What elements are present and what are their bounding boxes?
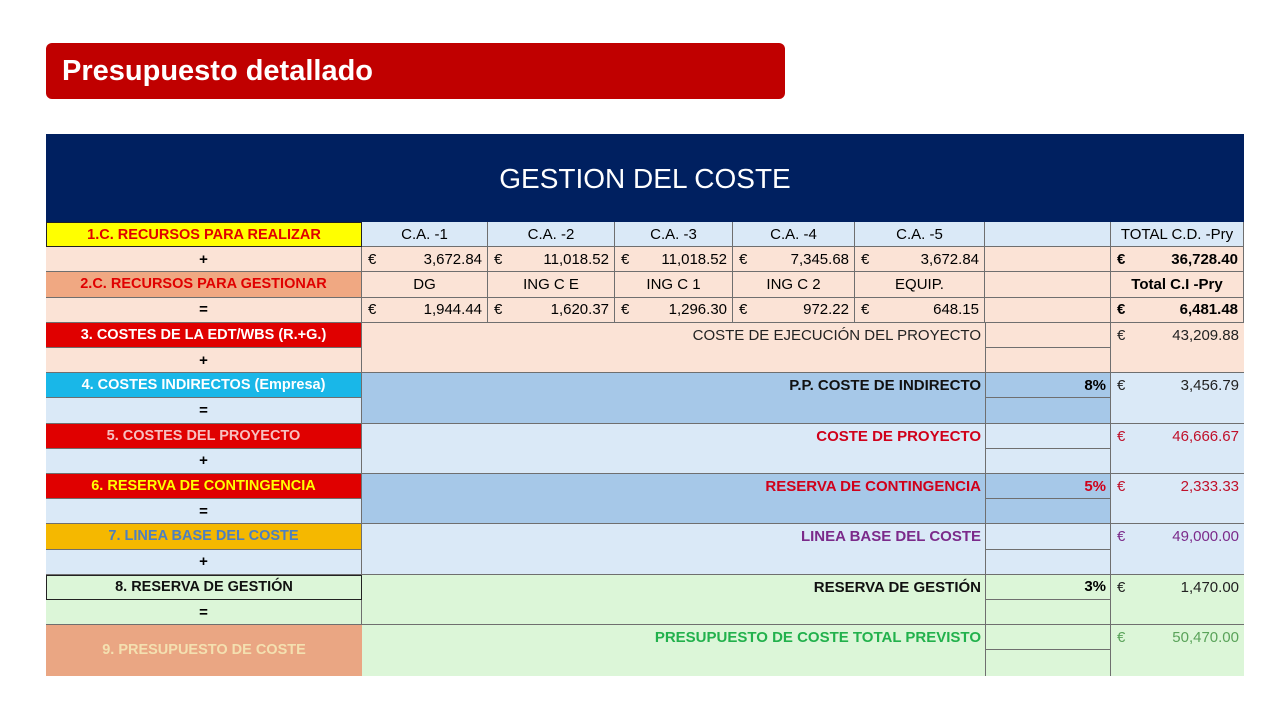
empty-cell xyxy=(985,449,1111,474)
step-label-contingency-reserve: 6. RESERVA DE CONTINGENCIA xyxy=(46,474,362,499)
cost-cell xyxy=(733,247,855,272)
cost-cell xyxy=(488,247,615,272)
cost-value: 3,672.84 xyxy=(920,250,979,268)
empty-cell xyxy=(1111,499,1244,524)
step-label-cost-budget: 9. PRESUPUESTO DE COSTE xyxy=(46,625,362,675)
step-label-wbs-costs: 3. COSTES DE LA EDT/WBS (R.+G.) xyxy=(46,323,362,348)
plus-sign: + xyxy=(46,348,362,373)
cost-value: 1,944.44 xyxy=(423,301,482,319)
step-description: COSTE DE PROYECTO xyxy=(816,427,981,445)
step-label-project-costs: 5. COSTES DEL PROYECTO xyxy=(46,424,362,449)
currency-symbol: € xyxy=(1117,250,1126,268)
step-band-cost-budget xyxy=(362,625,985,675)
step-value-cell xyxy=(1111,474,1244,499)
step-value-cell xyxy=(1111,625,1244,650)
step-band-contingency-reserve xyxy=(362,474,985,524)
equals-sign: = xyxy=(46,600,362,625)
step-percent xyxy=(985,625,1111,650)
currency-symbol: € xyxy=(494,250,503,268)
empty-cell xyxy=(985,499,1111,524)
step-description: COSTE DE EJECUCIÓN DEL PROYECTO xyxy=(692,326,981,344)
currency-symbol: € xyxy=(621,250,630,268)
step-percent xyxy=(985,524,1111,549)
step-description: RESERVA DE GESTIÓN xyxy=(813,578,981,596)
cost-value: 7,345.68 xyxy=(790,250,849,268)
total-direct-cost-cell xyxy=(1111,247,1244,272)
cost-cell xyxy=(855,247,985,272)
step-band-indirect-costs xyxy=(362,373,985,423)
cost-value: 1,296.30 xyxy=(668,301,727,319)
currency-symbol: € xyxy=(861,250,870,268)
step-band-management-reserve xyxy=(362,575,985,625)
cost-value: 3,672.84 xyxy=(423,250,482,268)
step-band-project-costs xyxy=(362,424,985,474)
cost-cell xyxy=(615,247,733,272)
row-label-resources-to-manage: 2.C. RECURSOS PARA GESTIONAR xyxy=(46,272,362,297)
step-percent: 8% xyxy=(985,373,1111,398)
empty-cell xyxy=(1111,449,1244,474)
step-value: 1,470.00 xyxy=(1180,578,1239,596)
total-direct-cost-label: TOTAL C.D. -Pry xyxy=(1111,222,1244,247)
currency-symbol: € xyxy=(368,301,377,319)
empty-cell xyxy=(985,550,1111,575)
column-header: C.A. -1 xyxy=(362,222,488,247)
total-indirect-cost-label: Total C.I -Pry xyxy=(1111,272,1244,297)
currency-symbol: € xyxy=(1117,629,1126,647)
empty-cell xyxy=(1111,398,1244,423)
column-header: ING C 2 xyxy=(733,272,855,297)
total-direct-cost-value: 36,728.40 xyxy=(1171,250,1238,268)
column-header: C.A. -4 xyxy=(733,222,855,247)
step-value: 3,456.79 xyxy=(1180,377,1239,395)
currency-symbol: € xyxy=(1117,301,1126,319)
step-value-cell xyxy=(1111,424,1244,449)
column-header: C.A. -5 xyxy=(855,222,985,247)
empty-cell xyxy=(985,272,1111,297)
cost-value: 1,620.37 xyxy=(550,301,609,319)
row-label-resources-to-perform: 1.C. RECURSOS PARA REALIZAR xyxy=(46,222,362,247)
plus-sign: + xyxy=(46,449,362,474)
cost-cell xyxy=(855,298,985,323)
cost-cell xyxy=(488,298,615,323)
empty-cell xyxy=(985,247,1111,272)
cost-cell xyxy=(615,298,733,323)
step-value-cell xyxy=(1111,373,1244,398)
empty-cell xyxy=(1111,600,1244,625)
step-value-cell xyxy=(1111,524,1244,549)
step-label-cost-baseline: 7. LINEA BASE DEL COSTE xyxy=(46,524,362,549)
step-band-wbs-costs xyxy=(362,323,985,373)
cost-cell xyxy=(362,247,488,272)
step-description: LINEA BASE DEL COSTE xyxy=(800,528,981,546)
step-value: 43,209.88 xyxy=(1172,326,1239,344)
step-value-cell xyxy=(1111,575,1244,600)
currency-symbol: € xyxy=(368,250,377,268)
column-header: EQUIP. xyxy=(855,272,985,297)
column-header: ING C 1 xyxy=(615,272,733,297)
step-description: PRESUPUESTO DE COSTE TOTAL PREVISTO xyxy=(654,629,981,647)
step-percent: 5% xyxy=(985,474,1111,499)
currency-symbol: € xyxy=(1117,377,1126,395)
cost-cell xyxy=(733,298,855,323)
currency-symbol: € xyxy=(861,301,870,319)
plus-sign: + xyxy=(46,550,362,575)
step-value: 46,666.67 xyxy=(1172,427,1239,445)
empty-cell xyxy=(985,398,1111,423)
step-label-indirect-costs: 4. COSTES INDIRECTOS (Empresa) xyxy=(46,373,362,398)
total-indirect-cost-value: 6,481.48 xyxy=(1179,301,1238,319)
currency-symbol: € xyxy=(1117,326,1126,344)
step-value: 49,000.00 xyxy=(1172,528,1239,546)
step-value: 50,470.00 xyxy=(1172,629,1239,647)
currency-symbol: € xyxy=(1117,528,1126,546)
step-value-cell xyxy=(1111,323,1244,348)
step-percent xyxy=(985,424,1111,449)
equals-sign: = xyxy=(46,398,362,423)
cost-value: 11,018.52 xyxy=(661,250,727,268)
empty-cell xyxy=(1111,348,1244,373)
step-band-cost-baseline xyxy=(362,524,985,574)
empty-cell xyxy=(1111,550,1244,575)
step-percent xyxy=(985,323,1111,348)
step-percent: 3% xyxy=(985,575,1111,600)
plus-sign: + xyxy=(46,247,362,272)
column-header: ING C E xyxy=(488,272,615,297)
cost-cell xyxy=(362,298,488,323)
empty-cell xyxy=(985,600,1111,625)
currency-symbol: € xyxy=(494,301,503,319)
equals-sign: = xyxy=(46,298,362,323)
cost-management-table xyxy=(46,134,1244,672)
currency-symbol: € xyxy=(621,301,630,319)
step-label-management-reserve: 8. RESERVA DE GESTIÓN xyxy=(46,575,362,600)
column-header: DG xyxy=(362,272,488,297)
currency-symbol: € xyxy=(739,301,748,319)
step-description: RESERVA DE CONTINGENCIA xyxy=(765,478,981,496)
column-header: C.A. -3 xyxy=(615,222,733,247)
table-header: GESTION DEL COSTE xyxy=(46,134,1244,222)
step-description: P.P. COSTE DE INDIRECTO xyxy=(789,377,981,395)
currency-symbol: € xyxy=(1117,427,1126,445)
total-indirect-cost-cell xyxy=(1111,298,1244,323)
equals-sign: = xyxy=(46,499,362,524)
cost-value: 11,018.52 xyxy=(543,250,609,268)
empty-cell xyxy=(985,348,1111,373)
step-value: 2,333.33 xyxy=(1180,478,1239,496)
cost-value: 648.15 xyxy=(933,301,979,319)
page-title: Presupuesto detallado xyxy=(46,43,785,99)
empty-cell xyxy=(985,298,1111,323)
cost-value: 972.22 xyxy=(803,301,849,319)
empty-cell xyxy=(985,650,1111,675)
currency-symbol: € xyxy=(739,250,748,268)
column-header: C.A. -2 xyxy=(488,222,615,247)
empty-cell xyxy=(985,222,1111,247)
currency-symbol: € xyxy=(1117,578,1126,596)
empty-cell xyxy=(1111,650,1244,675)
currency-symbol: € xyxy=(1117,478,1126,496)
